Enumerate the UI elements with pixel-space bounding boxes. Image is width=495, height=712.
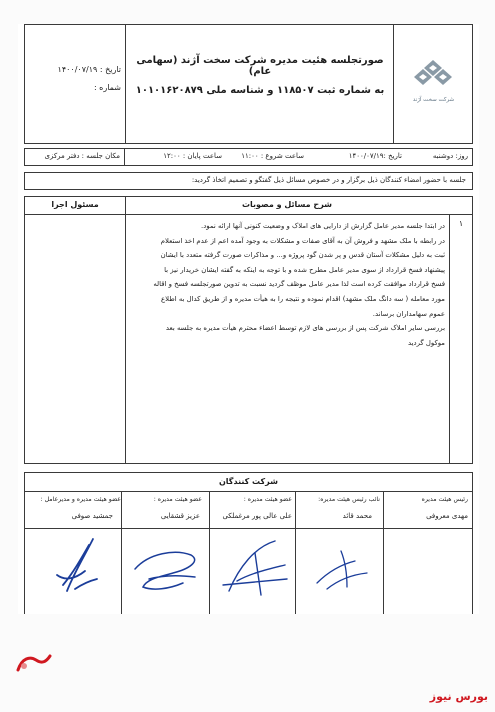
logo-text: شرکت سخت آژند (412, 97, 455, 103)
column-divider-responsible (125, 197, 126, 463)
name-member-2: عزیز قشقایی (160, 512, 200, 520)
role-vice-chair: نائب رئیس هیئت مدیره: (318, 496, 380, 503)
role-member-1: عضو هیئت مدیره : (243, 496, 292, 503)
header-box (24, 24, 473, 144)
sig-col-sep (209, 492, 210, 615)
intro-row (24, 172, 473, 190)
name-chair: مهدی معروفی (426, 512, 468, 520)
description-line: مورد معامله ( سه دانگ ملک مشهد) اقدام نموده و نتیجه را به هیأت مدیره و از طریق کدال به اطلاع (161, 294, 445, 303)
name-vice-chair: محمد قائد (342, 512, 372, 520)
row-number: ۱ (458, 219, 464, 228)
company-logo-icon (413, 59, 453, 91)
signatories-box (24, 472, 473, 616)
description-line: فسخ قرارداد موافقت کرده است لذا مدیر عامل موظف گردید نسبت به تدوین صورتجلسه فسخ و اقاله (153, 280, 445, 289)
description-line: موکول گردید (408, 338, 445, 347)
header-responsible: مسئول اجرا (51, 200, 99, 209)
meeting-info-row (24, 148, 473, 166)
day-text: روز: دوشنبه (432, 152, 468, 160)
title-line-1: صورتجلسه هئیت مدیره شرکت سخت آژند (سهامی عام) (136, 55, 384, 77)
end-time: ساعت پایان : ۱۲:۰۰ (163, 152, 222, 160)
description-body (129, 219, 445, 350)
resolutions-table (24, 196, 473, 464)
role-chair: رئیس هیئت مدیره (421, 496, 468, 503)
table-header-row (25, 197, 472, 215)
sig-col-sep (121, 492, 122, 615)
signature-ceo-icon (45, 535, 115, 599)
intro-text: جلسه با حضور امضاء کنندگان ذیل برگزار و در خصوص مسائل ذیل گفتگو و تصمیم اتخاذ گردید: (191, 176, 466, 184)
title-block (129, 55, 391, 96)
description-line: پیشنهاد فسخ قرارداد از سوی مدیر عامل مطرح شده و با توجه به اینکه به گفته ایشان خریدار نیز با (164, 265, 445, 274)
document-sheet (18, 24, 479, 614)
name-member-ceo: جمشید صوفی (71, 512, 113, 520)
signatories-title: شرکت کنندگان (25, 477, 472, 492)
meeting-date: تاریخ :۱۴۰۰/۰۷/۱۹ (348, 152, 402, 160)
date-label: تاریخ : ۱۴۰۰/۰۷/۱۹ (57, 65, 121, 74)
start-time: ساعت شروع : ۱۱:۰۰ (241, 152, 304, 160)
role-member-ceo: عضو هیئت مدیره و مدیرعامل : (40, 496, 121, 503)
roles-row (25, 492, 472, 529)
logo-cell (393, 25, 473, 143)
number-label: شماره : (93, 83, 121, 92)
name-member-1: علی عالی پور مرغملکی (222, 512, 292, 520)
role-member-2: عضو هیئت مدیره : (153, 496, 202, 503)
column-divider-number (449, 214, 450, 463)
boursenews-logo-icon (14, 652, 54, 674)
sig-col-sep (295, 492, 296, 615)
title-line-2: به شماره ثبت ۱۱۸۵۰۷ و شناسه ملی ۱۰۱۰۱۶۲۰۸۷۹ (135, 85, 385, 96)
description-line: در رابطه با ملک مشهد و فروش آن به آقای صفات و مشکلات به وجود آمده اعم از عدم اخذ استعلام (160, 236, 445, 245)
description-line: بررسی سایر املاک شرکت پس از بررسی های لازم توسط اعضاء محترم هیأت مدیره به جلسه بعد (165, 324, 445, 333)
signature-member1-icon (215, 533, 295, 603)
header-description: شرح مسائل و مصوبات (241, 200, 333, 209)
signature-vice-chair-icon (307, 539, 377, 599)
date-number-cell (25, 25, 126, 143)
description-line: عموم سهامداران برساند. (372, 309, 445, 318)
description-line: ثبت به دلیل مشکلات آستان قدس و پر شدن گود پروژه و... و مذاکرات صورت گرفته متعدد با ایشان (160, 251, 445, 260)
boursenews-brand: بورس نیوز (429, 690, 488, 703)
signature-member2-icon (129, 539, 209, 599)
location: مکان جلسه : دفتر مرکزی (25, 149, 125, 165)
description-line: در ابتدا جلسه مدیر عامل گزارش از دارایی های املاک و وضعیت کنونی آنها ارائه نمود. (201, 222, 445, 230)
sig-col-sep (383, 492, 384, 615)
